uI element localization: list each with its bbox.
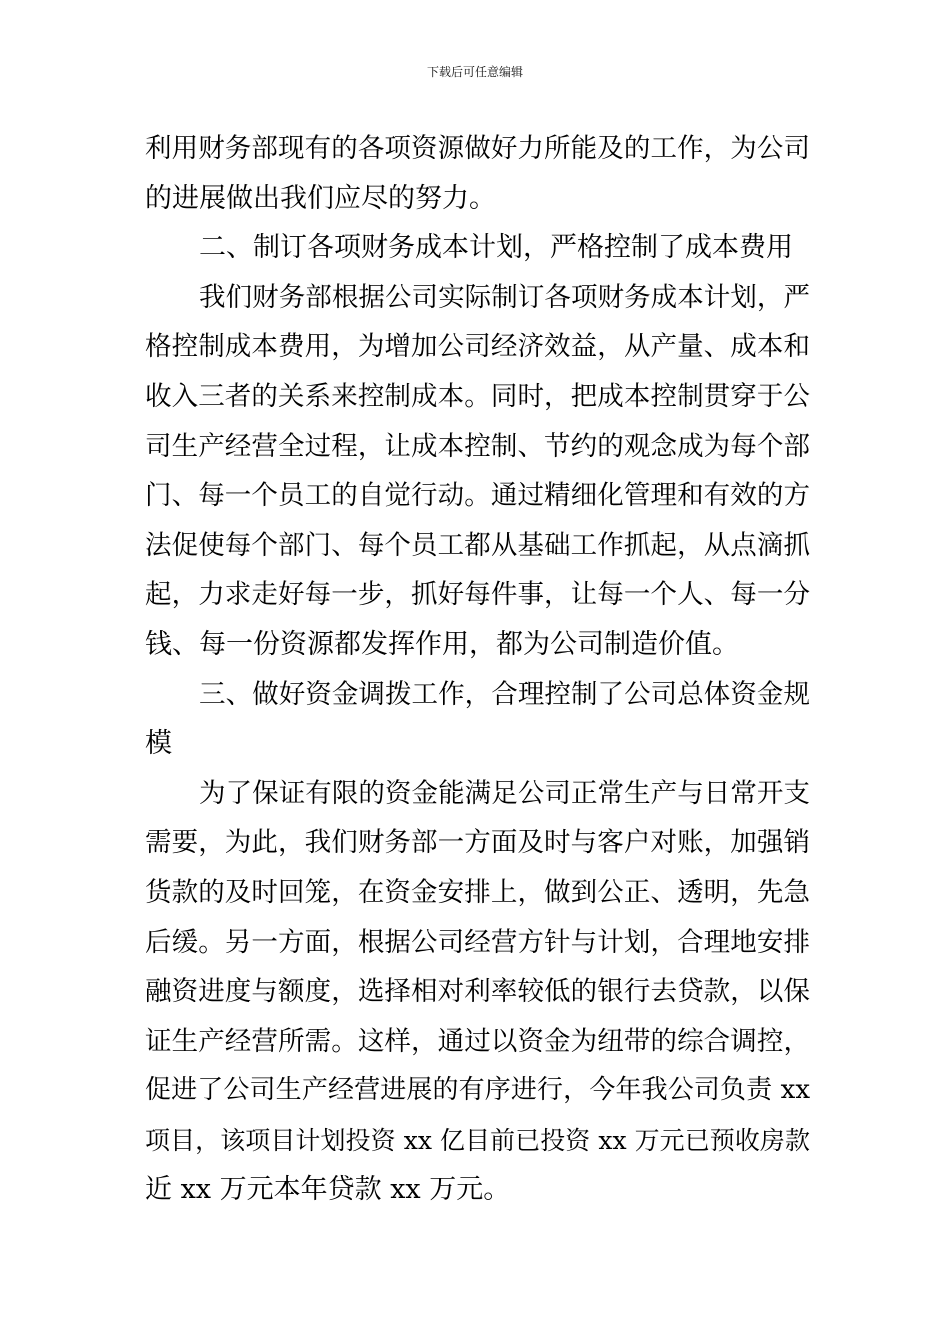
paragraph-line: 需要，为此，我们财务部一方面及时与客户对账，加强销 xyxy=(145,827,810,859)
paragraph-line: 为了保证有限的资金能满足公司正常生产与日常开支 xyxy=(199,777,810,809)
paragraph-line: 格控制成本费用，为增加公司经济效益，从产量、成本和 xyxy=(145,331,810,363)
paragraph-line: 货款的及时回笼，在资金安排上，做到公正、透明，先急 xyxy=(145,876,810,908)
paragraph-line: 近 xx 万元本年贷款 xx 万元。 xyxy=(145,1174,511,1206)
paragraph-line: 项目，该项目计划投资 xx 亿目前已投资 xx 万元已预收房款 xyxy=(145,1125,810,1155)
section-heading-continuation: 模 xyxy=(145,728,172,760)
paragraph-line: 收入三者的关系来控制成本。同时，把成本控制贯穿于公 xyxy=(145,380,810,412)
paragraph-line: 司生产经营全过程，让成本控制、节约的观念成为每个部 xyxy=(145,430,810,462)
paragraph-line: 融资进度与额度，选择相对利率较低的银行去贷款，以保 xyxy=(145,976,810,1008)
paragraph-line: 利用财务部现有的各项资源做好力所能及的工作，为公司 xyxy=(145,133,810,164)
paragraph-line: 法促使每个部门、每个员工都从基础工作抓起，从点滴抓 xyxy=(145,529,810,561)
paragraph-line: 后缓。另一方面，根据公司经营方针与计划，合理地安排 xyxy=(145,926,810,958)
paragraph-line: 起，力求走好每一步，抓好每件事，让每一个人、每一分 xyxy=(145,579,810,611)
paragraph-line: 的进展做出我们应尽的努力。 xyxy=(145,182,496,214)
section-heading: 三、做好资金调拨工作，合理控制了公司总体资金规 xyxy=(199,678,810,710)
section-heading: 二、制订各项财务成本计划，严格控制了成本费用 xyxy=(199,232,793,264)
paragraph-line: 钱、每一份资源都发挥作用，都为公司制造价值。 xyxy=(145,628,739,660)
paragraph-line: 我们财务部根据公司实际制订各项财务成本计划，严 xyxy=(199,281,810,313)
document-body xyxy=(145,124,810,1215)
page-header: 下载后可任意编辑 xyxy=(426,65,523,79)
paragraph-line: 促进了公司生产经营进展的有序进行，今年我公司负责 xx xyxy=(145,1075,810,1106)
paragraph-line: 证生产经营所需。这样，通过以资金为纽带的综合调控， xyxy=(145,1025,810,1057)
paragraph-line: 门、每一个员工的自觉行动。通过精细化管理和有效的方 xyxy=(145,480,810,512)
